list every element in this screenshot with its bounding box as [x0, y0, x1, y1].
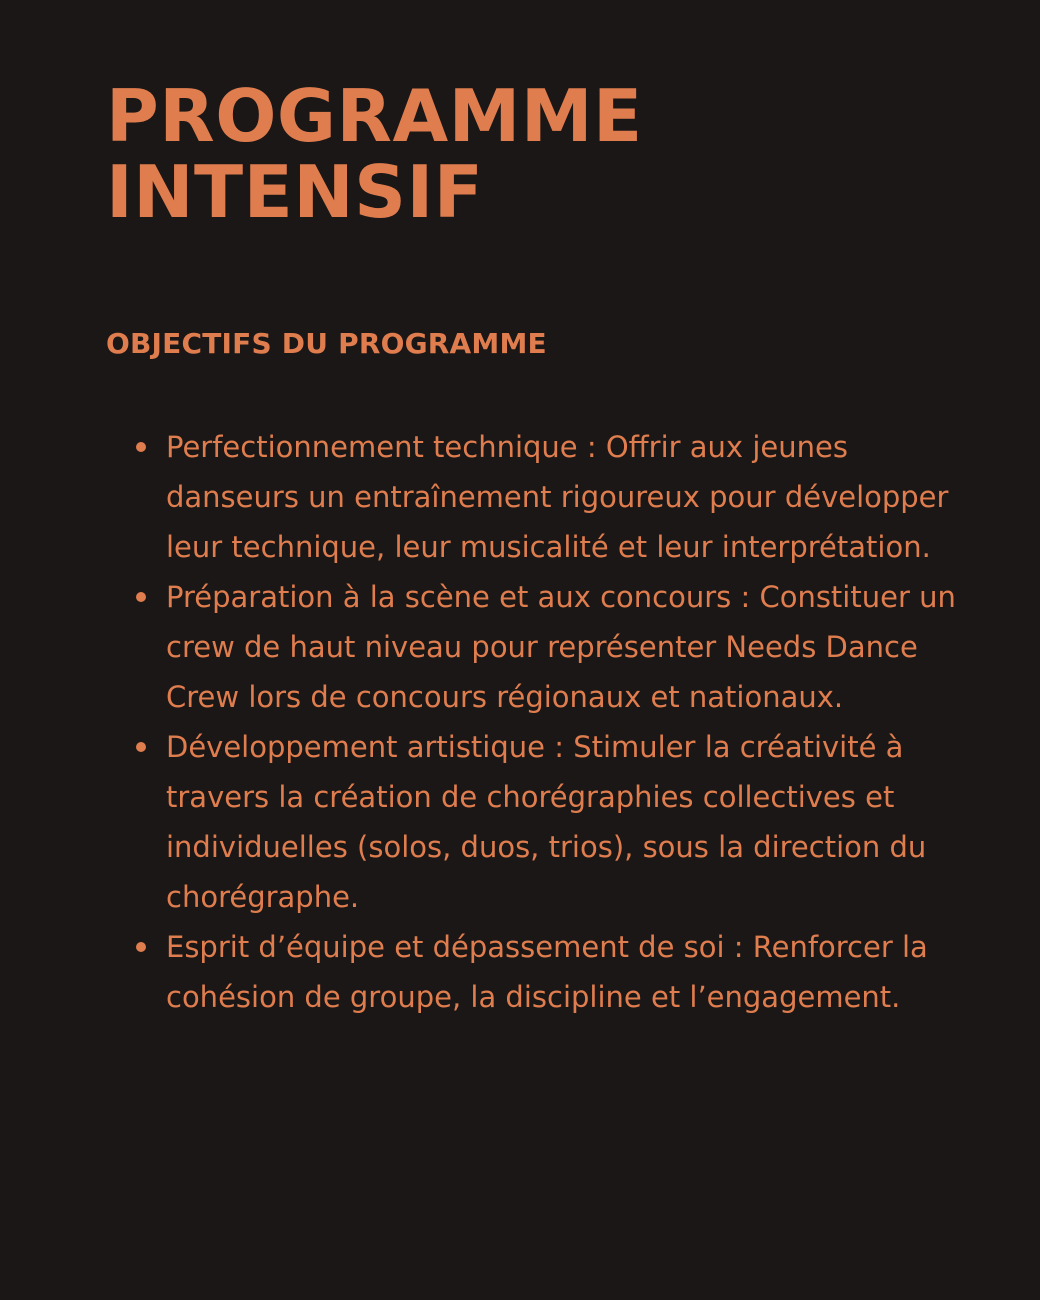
title-line-1: PROGRAMME [106, 74, 643, 158]
objective-text: Perfectionnement technique : Offrir aux jeunes danseurs un entraînement rigoureux pour développer leur technique, leur musicalité et leur interprétation. [166, 430, 949, 564]
page-title [106, 74, 950, 234]
objective-item [166, 922, 966, 1022]
objective-text: Développement artistique : Stimuler la créativité à travers la création de chorégraphies collectives et individuelles (solos, duos, trios), sous la direction du chorégraphe. [166, 730, 927, 914]
bullet-icon [136, 942, 146, 952]
bullet-icon [136, 742, 146, 752]
section-heading: OBJECTIFS DU PROGRAMME [106, 327, 547, 360]
bullet-icon [136, 442, 146, 452]
objective-text: Préparation à la scène et aux concours : Constituer un crew de haut niveau pour représenter Needs Dance Crew lors de concours régionaux et nationaux. [166, 580, 956, 714]
objectives-list [106, 422, 966, 1022]
title-line-2: INTENSIF [106, 150, 484, 234]
objective-item [166, 572, 966, 722]
objective-item [166, 722, 966, 922]
objective-item [166, 422, 966, 572]
bullet-icon [136, 592, 146, 602]
objective-text: Esprit d’équipe et dépassement de soi : Renforcer la cohésion de groupe, la discipline et l’engagement. [166, 930, 928, 1014]
